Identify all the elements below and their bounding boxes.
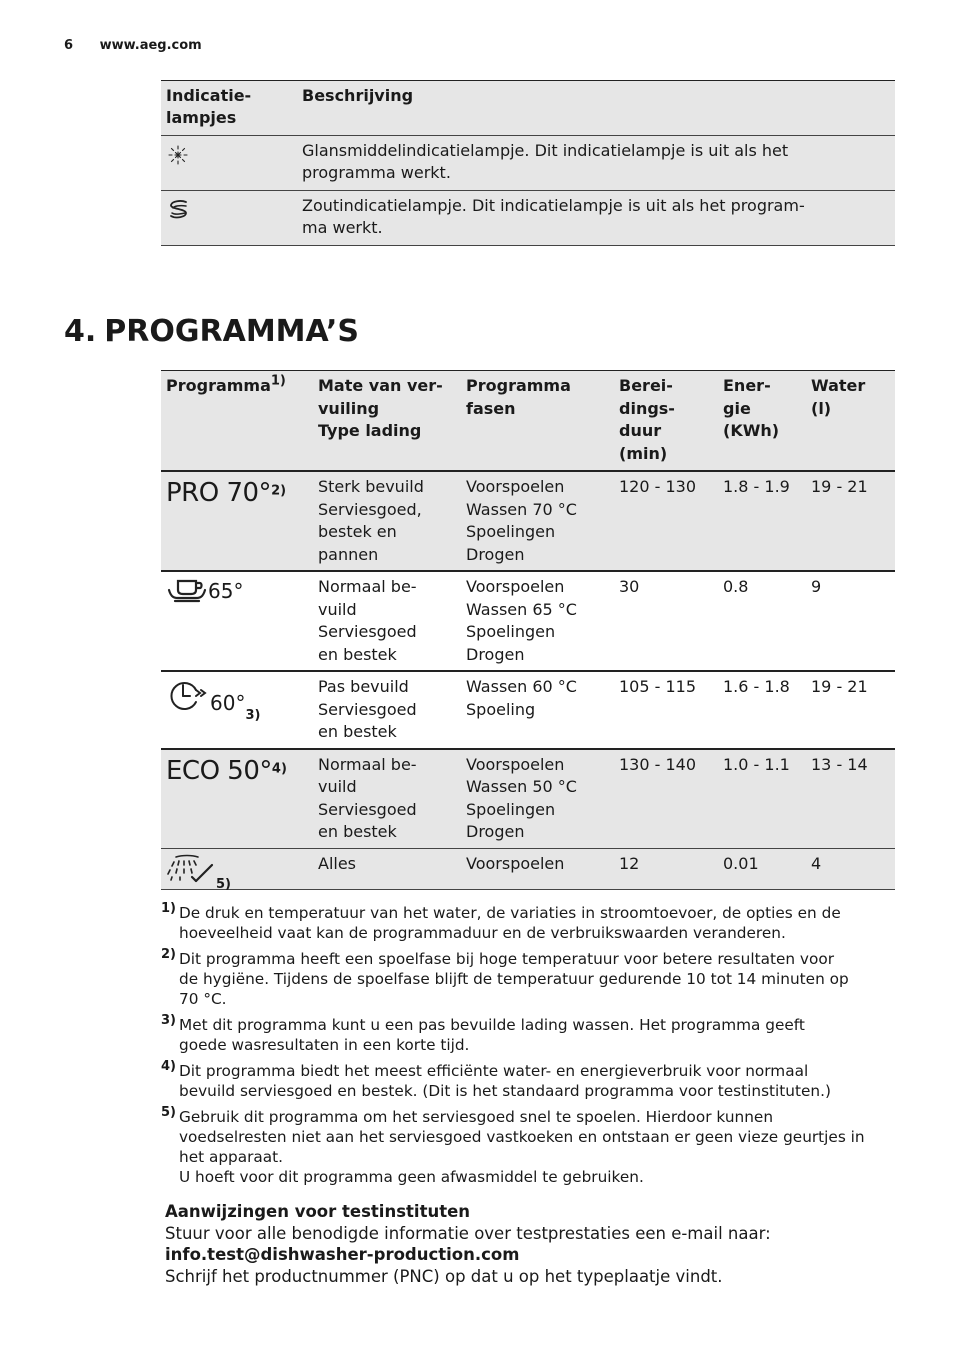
- program-row: [161, 571, 895, 671]
- program-name: 65°: [161, 571, 313, 671]
- header-duration: Berei- dings- duur (min): [619, 376, 675, 463]
- program-energy: 1.6 - 1.8: [723, 677, 790, 696]
- program-water: 9: [811, 577, 822, 596]
- program-name: ECO 50°$^{4)}$: [166, 755, 287, 786]
- footnotes: [161, 903, 895, 1193]
- program-name: PRO 70°$^{2)}$: [166, 478, 287, 508]
- indicator-description: Glansmiddelindicatielampje. Dit indicatielampje is uit als het programma werkt.: [302, 141, 789, 182]
- section-title: [64, 312, 359, 352]
- indicator-row: [161, 191, 895, 246]
- footnote-text: De druk en temperatuur van het water, de variaties in stroomtoevoer, de opties en de hoeveelheid vaat kan de programmaduur en de verbruikswaarden veranderen.: [179, 904, 841, 943]
- soil-level: Pas bevuild Serviesgoed en bestek: [318, 677, 417, 741]
- section-title-text: PROGRAMMA’S: [104, 314, 359, 349]
- program-duration: 30: [619, 577, 640, 596]
- soil-level: Alles: [318, 853, 357, 873]
- indicator-row: [161, 136, 895, 191]
- program-duration: 120 - 130: [619, 477, 697, 496]
- program-row: [161, 848, 895, 889]
- footnote: [161, 1058, 895, 1101]
- header-phases: Programma fasen: [466, 376, 571, 418]
- header-energy: Ener- gie (KWh): [723, 376, 780, 440]
- program-row: [161, 749, 895, 849]
- program-name: 60° 3): [161, 671, 313, 749]
- salt-icon: [166, 197, 192, 223]
- program-phases: Wassen 60 °C Spoeling: [466, 677, 577, 719]
- test-institute-info: [165, 1201, 895, 1287]
- indicator-description: Zoutindicatielampje. Dit indicatielampje is uit als het program- ma werkt.: [302, 196, 805, 237]
- test-info-heading: Aanwijzingen voor testinstituten: [165, 1202, 471, 1221]
- page-number: 6: [64, 38, 74, 53]
- footnote-text: Dit programma biedt het meest efficiënte water- en energieverbruik voor normaal bevuild serviesgoed en bestek. (Dit is het standaard programma voor testinstituten.): [179, 1061, 831, 1101]
- footnote-text: Dit programma heeft een spoelfase bij hoge temperatuur voor betere resultaten voor de hygiëne. Tijdens de spoelfase blijft de temperatuur gedurende 10 tot 14 minuten op 70 °C.: [179, 949, 849, 1009]
- soil-level: Sterk bevuild Serviesgoed, bestek en pannen: [318, 477, 424, 564]
- program-duration: 130 - 140: [619, 754, 697, 774]
- header-soil: Mate van ver- vuiling Type lading: [318, 376, 443, 440]
- footnote-mark: 4): [161, 1058, 176, 1074]
- header-program: Programma$^{1)}$: [166, 373, 286, 395]
- footnote-mark: 5): [161, 1104, 176, 1120]
- prerinse-icon: [166, 853, 216, 885]
- program-phases: Voorspoelen Wassen 70 °C Spoelingen Drogen: [466, 477, 577, 564]
- program-water: 13 - 14: [811, 754, 868, 774]
- program-row: [161, 671, 895, 749]
- program-phases: Voorspoelen Wassen 50 °C Spoelingen Drogen: [466, 754, 577, 841]
- program-water: 19 - 21: [811, 477, 868, 496]
- footnote: [161, 1104, 895, 1188]
- footnote-ref: 1): [270, 373, 286, 389]
- program-name: 5): [161, 848, 313, 889]
- footnote-ref: 4): [271, 761, 287, 777]
- soil-level: Normaal be- vuild Serviesgoed en bestek: [318, 577, 417, 664]
- footnote-mark: 2): [161, 946, 176, 962]
- footnote-mark: 3): [161, 1013, 176, 1029]
- program-energy: 0.8: [723, 577, 749, 596]
- program-duration: 105 - 115: [619, 677, 697, 696]
- footnote-text: Met dit programma kunt u een pas bevuilde lading wassen. Het programma geeft goede wasresultaten in een korte tijd.: [179, 1016, 805, 1055]
- header-description: Beschrijving: [302, 86, 414, 105]
- rinse-aid-icon: [166, 143, 190, 167]
- programs-table: [161, 370, 895, 890]
- program-water: 19 - 21: [811, 677, 868, 696]
- test-info-line: Stuur voor alle benodigde informatie over testprestaties een e-mail naar:: [165, 1223, 771, 1243]
- program-row: [161, 471, 895, 571]
- program-energy: 1.0 - 1.1: [723, 754, 790, 774]
- test-info-line: Schrijf het productnummer (PNC) op dat u op het typeplaatje vindt.: [165, 1266, 723, 1286]
- footnote: [161, 946, 895, 1010]
- footnote-ref: 2): [271, 483, 287, 499]
- program-energy: 0.01: [723, 853, 759, 873]
- footnote: [161, 903, 895, 943]
- section-number: 4.: [64, 314, 97, 349]
- footnote-text: Gebruik dit programma om het serviesgoed snel te spoelen. Hierdoor kunnen voedselresten niet aan het serviesgoed vastkoeken en ontstaan er geen vieze geurtjes in het apparaat. U hoeft voor dit programma geen afwasmiddel te gebruiken.: [179, 1107, 865, 1187]
- header-indicator: Indicatie- lampjes: [166, 86, 252, 127]
- test-info-email[interactable]: info.test@dishwasher-production.com: [165, 1245, 520, 1264]
- footnote: [161, 1015, 895, 1055]
- header-water: Water (l): [811, 376, 866, 418]
- quick-clock-icon: [166, 676, 210, 716]
- indicator-table-header: [161, 81, 895, 136]
- program-water: 4: [811, 853, 822, 873]
- cup-icon: [166, 576, 208, 604]
- program-energy: 1.8 - 1.9: [723, 477, 790, 496]
- footnote-mark: 1): [161, 901, 176, 916]
- page-header: [64, 38, 202, 53]
- program-phases: Voorspoelen: [466, 853, 565, 873]
- indicator-table: [161, 80, 895, 246]
- program-duration: 12: [619, 853, 640, 873]
- soil-level: Normaal be- vuild Serviesgoed en bestek: [318, 754, 417, 841]
- program-phases: Voorspoelen Wassen 65 °C Spoelingen Drogen: [466, 577, 577, 664]
- website-link[interactable]: www.aeg.com: [99, 38, 202, 53]
- programs-table-header: [161, 371, 895, 472]
